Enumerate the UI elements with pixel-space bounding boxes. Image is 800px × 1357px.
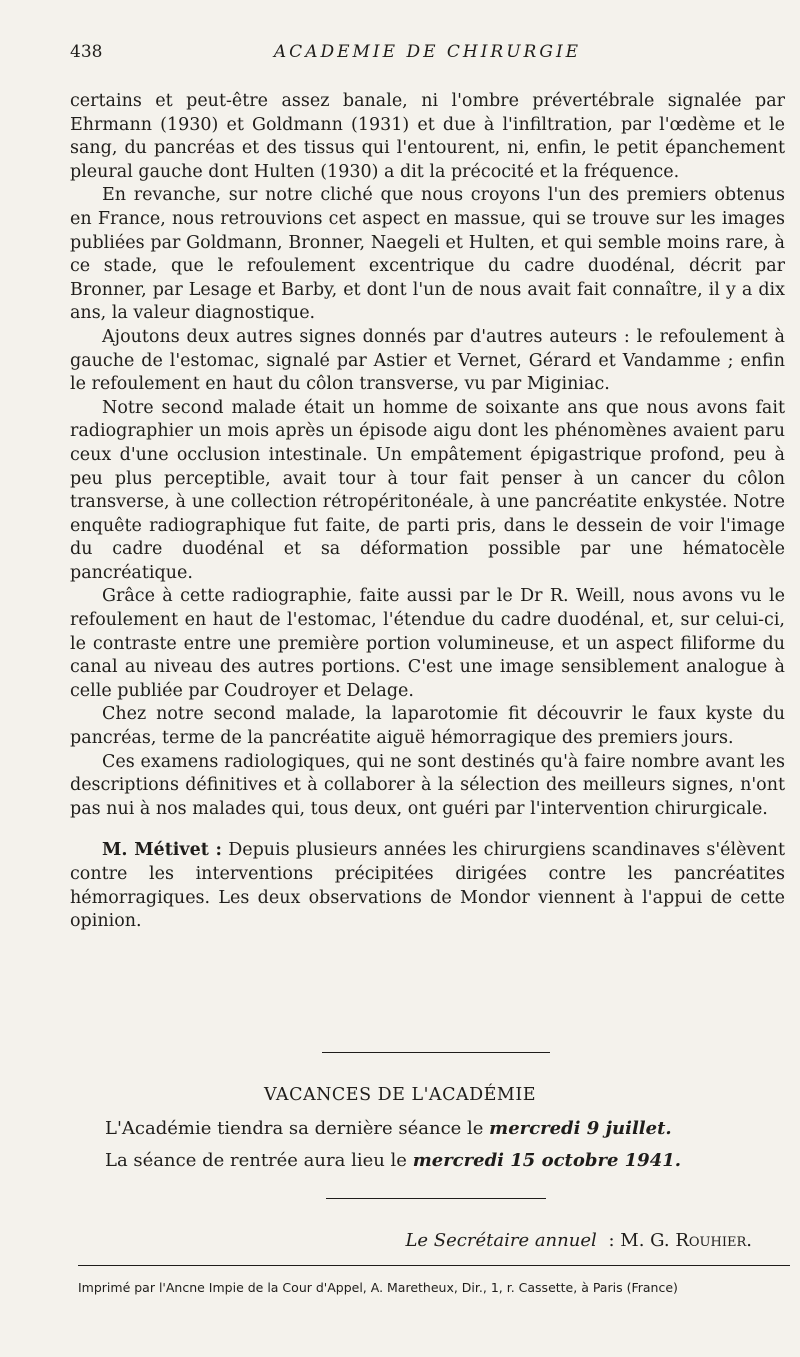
- paragraph-3: Ajoutons deux autres signes donnés par d'autres auteurs : le refoulement à gauche de l'estomac, signalé par Astier et Vernet, Gérard et Vandamme ; enfin le refoulement en haut du côlon transverse, vu par Miginiac.: [70, 326, 785, 395]
- running-title: ACADEMIE DE CHIRURGIE: [273, 42, 582, 62]
- vacances-date-2: mercredi 15 octobre 1941.: [412, 1150, 682, 1171]
- speaker-name: M. Métivet :: [102, 840, 222, 861]
- imprint-line: Imprimé par l'Ancne Impie de la Cour d'Appel, A. Maretheux, Dir., 1, r. Cassette, à Paris (France): [78, 1280, 678, 1295]
- page-header: [70, 42, 785, 70]
- paragraph-6: Chez notre second malade, la laparotomie fit découvrir le faux kyste du pancréas, terme de la pancréatite aiguë hémorragique des premiers jours.: [70, 704, 785, 749]
- vacances-line-1: [105, 1118, 785, 1139]
- signature: [405, 1230, 752, 1251]
- paragraph-4: Notre second malade était un homme de soixante ans que nous avons fait radiographier un mois après un épisode aigu dont les phénomènes avaient paru ceux d'une occlusion intestinale. Un empâtement épigastrique profond, peu à peu plus perceptible, avait tour à tour fait penser à un cancer du côlon transverse, à une collection rétropéritonéale, à une pancréatite enkystée. Notre enquête radiographique fut faite, de parti pris, dans le dessein de voir l'image du cadre duodénal et sa déformation possible par une hématocèle pancréatique.: [70, 397, 785, 583]
- divider-bottom: [326, 1198, 546, 1199]
- signature-role: Le Secrétaire annuel: [405, 1230, 597, 1251]
- vacances-line-2: [105, 1150, 785, 1171]
- signature-name: M. G. Rouhier.: [620, 1230, 752, 1251]
- paragraph-2: En revanche, sur notre cliché que nous croyons l'un des premiers obtenus en France, nous retrouvions cet aspect en massue, qui se trouve sur les images publiées par Goldmann, Bronner, Naegeli et Hulten, et qui semble moins rare, à ce stade, que le refoulement excentrique du cadre duodénal, décrit par Bronner, par Lesage et Barby, et dont l'un de nous avait fait connaître, il y a dix ans, la valeur diagnostique.: [70, 185, 785, 324]
- paragraph-1: certains et peut-être assez banale, ni l'ombre prévertébrale signalée par Ehrmann (1930) et Goldmann (1931) et due à l'infiltration, par l'œdème et le sang, du pancréas et des tissus qui l'entourent, ni, enfin, le petit épanchement pleural gauche dont Hulten (1930) a dit la précocité et la fréquence.: [70, 91, 785, 182]
- vacances-date-1: mercredi 9 juillet.: [489, 1118, 672, 1139]
- vacances-title: VACANCES DE L'ACADÉMIE: [263, 1085, 537, 1105]
- vacances-line-1-text: L'Académie tiendra sa dernière séance le: [105, 1118, 484, 1139]
- imprint-rule: [78, 1265, 790, 1266]
- paragraph-5: Grâce à cette radiographie, faite aussi par le Dr R. Weill, nous avons vu le refoulement en haut de l'estomac, l'étendue du cadre duodénal, et, sur celui-ci, le contraste entre une première portion volumineuse, et un aspect filiforme du canal au niveau des autres portions. C'est une image sensiblement analogue à celle publiée par Coudroyer et Delage.: [70, 586, 785, 701]
- paragraph-7: Ces examens radiologiques, qui ne sont destinés qu'à faire nombre avant les descriptions définitives et à collaborer à la sélection des meilleurs signes, n'ont pas nui à nos malades qui, tous deux, ont guéri par l'intervention chirurgicale.: [70, 751, 785, 819]
- metivet-paragraph: [70, 839, 785, 933]
- page-number: 438: [70, 42, 103, 62]
- metivet-text: Depuis plusieurs années les chirurgiens scandinaves s'élèvent contre les interventions précipitées dirigées contre les pancréatites hémorragiques. Les deux observations de Mondor viennent à l'appui de cette opinion.: [70, 840, 785, 932]
- body-text: [70, 90, 785, 934]
- vacances-line-2-text: La séance de rentrée aura lieu le: [105, 1150, 407, 1171]
- divider-top: [322, 1052, 550, 1053]
- signature-sep: :: [608, 1230, 615, 1251]
